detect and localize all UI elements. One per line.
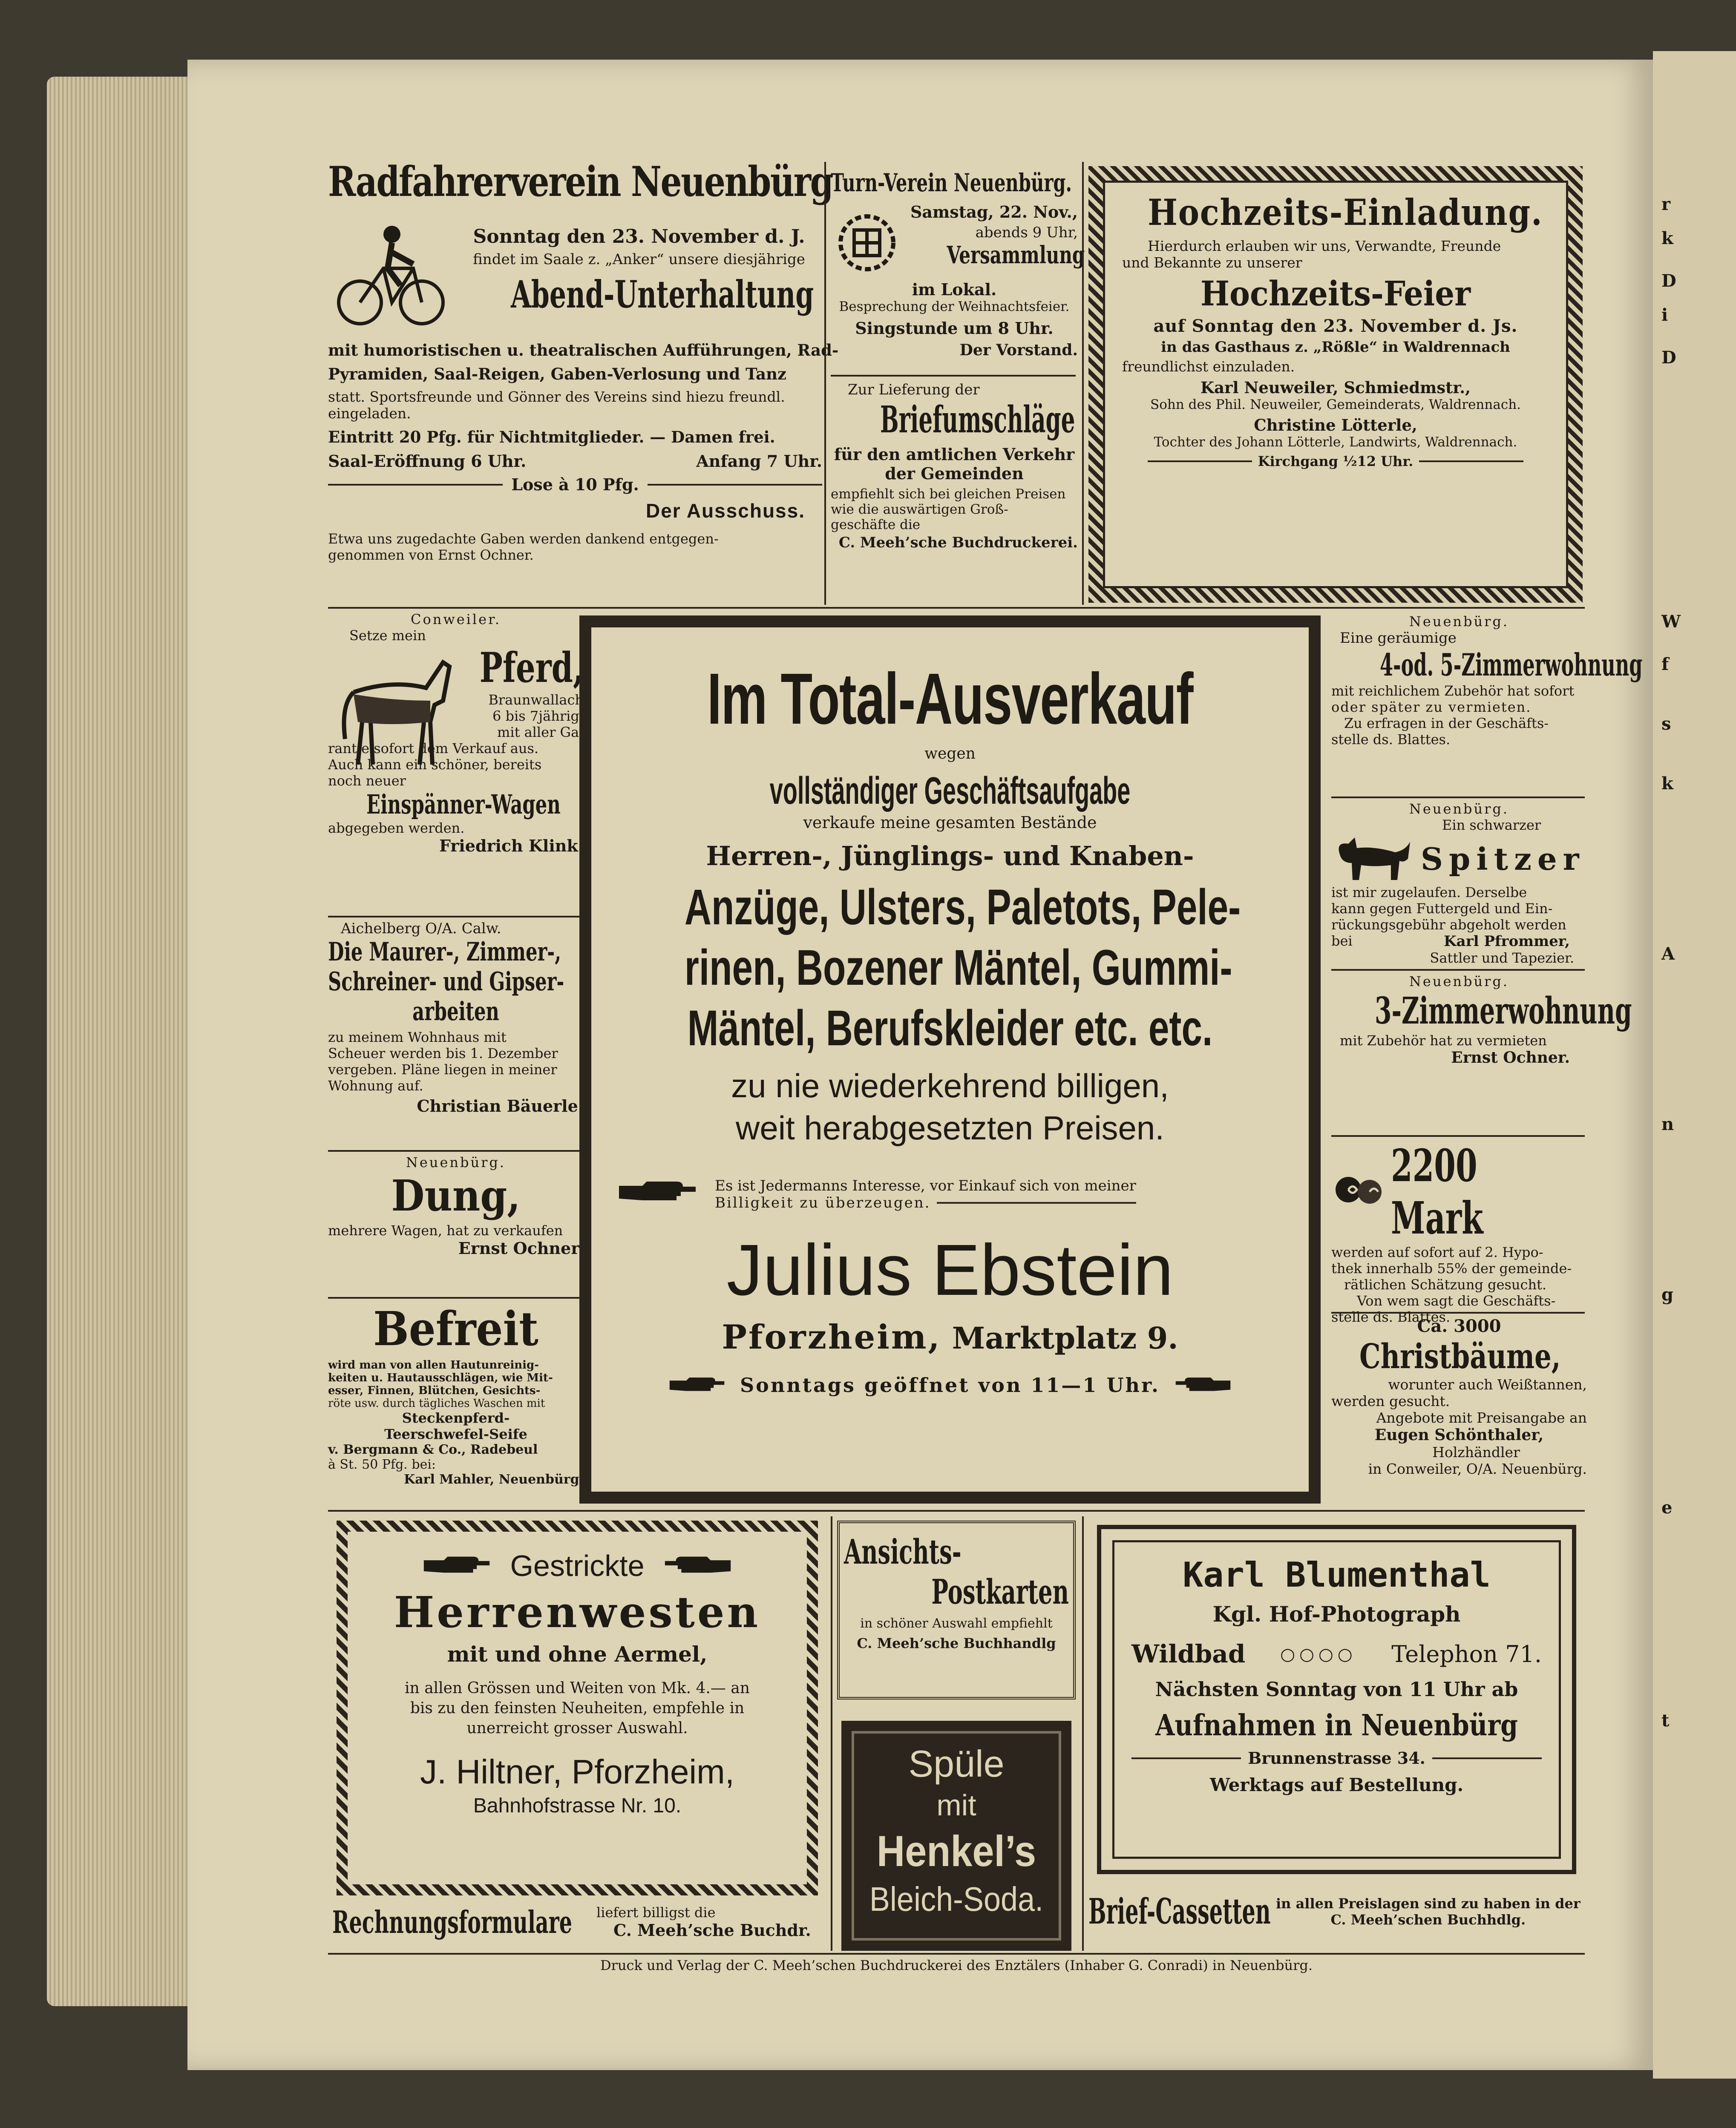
bicycle-icon bbox=[337, 221, 447, 328]
herrenwesten-l3: unerreicht grosser Auswahl. bbox=[466, 1720, 688, 1737]
briefumschlaege-sign: C. Meeh’sche Buchdruckerei. bbox=[838, 534, 1078, 551]
turnverein-time: abends 9 Uhr, bbox=[975, 224, 1078, 241]
ad-rechnungsformulare bbox=[332, 1904, 826, 1951]
rechnung-headline: Rechnungsformulare bbox=[332, 1904, 572, 1940]
wohnung45-l3: Zu erfragen in der Geschäfts- bbox=[1344, 715, 1549, 731]
wohnung3-place: Neuenbürg. bbox=[1409, 973, 1509, 989]
befreit-l5: Steckenpferd- bbox=[402, 1410, 510, 1426]
radfahrer-headline: Abend-Unterhaltung bbox=[511, 272, 814, 316]
ad-blumenthal bbox=[1097, 1525, 1576, 1874]
ausverkauf-sunday: Sonntags geöffnet von 11—1 Uhr. bbox=[740, 1374, 1160, 1397]
befreit-l6: Teerschwefel-Seife bbox=[384, 1426, 527, 1442]
column-rule bbox=[1082, 162, 1084, 605]
rechnung-l1: liefert billigst die bbox=[596, 1904, 716, 1921]
radfahrer-body3: statt. Sportsfreunde und Gönner des Vereins sind hiezu freundl. bbox=[328, 388, 785, 405]
spitzer-sign2: Sattler und Tapezier. bbox=[1430, 950, 1574, 966]
turnverein-topic: Besprechung der Weihnachtsfeier. bbox=[839, 299, 1070, 314]
befreit-l4: röte usw. durch tägliches Waschen mit bbox=[328, 1397, 545, 1410]
befreit-sign: Karl Mahler, Neuenbürg. bbox=[404, 1472, 584, 1487]
dung-place: Neuenbürg. bbox=[406, 1154, 506, 1170]
herrenwesten-l2: bis zu den feinsten Neuheiten, empfehle in bbox=[410, 1700, 745, 1717]
radfahrer-line1: Sonntag den 23. November d. J. bbox=[473, 226, 805, 247]
turner-emblem-icon bbox=[835, 207, 899, 279]
divider bbox=[328, 1150, 579, 1152]
christbaeume-l2: werden gesucht. bbox=[1331, 1393, 1450, 1409]
turnverein-title: Turn-Verein Neuenbürg. bbox=[831, 168, 1072, 197]
ad-brief-cassetten bbox=[1088, 1891, 1583, 1947]
ausverkauf-wegen: wegen bbox=[924, 745, 976, 762]
row-rule bbox=[328, 1510, 1585, 1512]
ad-spitzer bbox=[1331, 801, 1587, 971]
spitzer-l1: ist mir zugelaufen. Derselbe bbox=[1331, 884, 1527, 900]
dung-headline: Dung, bbox=[391, 1170, 521, 1221]
hochzeit-line1: Hierdurch erlauben wir uns, Verwandte, Freunde bbox=[1148, 238, 1501, 254]
rose-icon bbox=[1331, 1170, 1387, 1213]
dung-l1: mehrere Wagen, hat zu verkaufen bbox=[328, 1222, 563, 1239]
hochzeit-groom2: Sohn des Phil. Neuweiler, Gemeinderats, Waldrennach. bbox=[1150, 397, 1521, 412]
divider bbox=[1331, 1135, 1585, 1137]
row-rule bbox=[328, 607, 1585, 609]
christbaeume-sign2: Holzhändler bbox=[1432, 1444, 1520, 1461]
befreit-l7: v. Bergmann & Co., Radebeul bbox=[328, 1442, 538, 1457]
briefumschlaege-intro: Zur Lieferung der bbox=[848, 381, 980, 398]
rechnung-sign: C. Meeh’sche Buchdr. bbox=[613, 1921, 811, 1940]
pferd-place: Conweiler. bbox=[410, 611, 501, 627]
christbaeume-l1: worunter auch Weißtannen, bbox=[1388, 1376, 1587, 1393]
ad-turnverein bbox=[831, 168, 1085, 373]
briefcassetten-l1: in allen Preislagen sind zu haben in der bbox=[1276, 1895, 1581, 1912]
column-rule bbox=[831, 1516, 832, 1951]
pferd-l6: noch neuer bbox=[328, 773, 406, 789]
mark-l3: rätlichen Schätzung gesucht. bbox=[1344, 1277, 1547, 1293]
hochzeit-line4: in das Gasthaus z. „Rößle“ in Waldrennach bbox=[1161, 339, 1510, 356]
briefcassetten-headline: Brief-Cassetten bbox=[1088, 1891, 1271, 1932]
ausverkauf-line4: Mäntel, Berufskleider etc. etc. bbox=[687, 1000, 1213, 1056]
befreit-l8: à St. 50 Pfg. bei: bbox=[328, 1457, 436, 1472]
herrenwesten-top: Gestrickte bbox=[510, 1549, 645, 1582]
dung-sign: Ernst Ochner. bbox=[458, 1239, 584, 1258]
maurer-h3: arbeiten bbox=[412, 997, 499, 1027]
spitzer-place: Neuenbürg. bbox=[1409, 801, 1509, 817]
befreit-l1: wird man von allen Hautunreinig- bbox=[328, 1359, 539, 1372]
ausverkauf-note1: Es ist Jedermanns Interesse, vor Einkauf sich von meiner bbox=[715, 1177, 1136, 1194]
spitzer-l3: rückungsgebühr abgeholt werden bbox=[1331, 917, 1566, 933]
pferd-headline2: Einspänner-Wagen bbox=[366, 789, 561, 820]
turnverein-singing: Singstunde um 8 Uhr. bbox=[855, 319, 1054, 338]
radfahrer-lose: Lose à 10 Pfg. bbox=[511, 475, 639, 494]
wohnung45-place: Neuenbürg. bbox=[1409, 613, 1509, 630]
maurer-l3: vergeben. Pläne liegen in meiner bbox=[328, 1061, 557, 1078]
befreit-headline: Befreit bbox=[373, 1301, 538, 1356]
postkarten-h2: Postkarten bbox=[931, 1572, 1069, 1612]
pointing-hand-icon bbox=[1171, 1375, 1235, 1396]
radfahrer-open: Saal-Eröffnung 6 Uhr. bbox=[328, 451, 527, 471]
ausverkauf-line2: Anzüge, Ulsters, Paletots, Pele- bbox=[684, 879, 1241, 935]
spitzer-headline: Spitzer bbox=[1421, 840, 1585, 877]
maurer-l2: Scheuer werden bis 1. Dezember bbox=[328, 1045, 558, 1061]
herrenwesten-l1: in allen Grössen und Weiten von Mk. 4.— an bbox=[405, 1679, 750, 1697]
herrenwesten-address: Bahnhofstrasse Nr. 10. bbox=[473, 1794, 682, 1817]
radfahrer-note1: Etwa uns zugedachte Gaben werden dankend entgegen- bbox=[328, 531, 719, 547]
spitzer-l2: kann gegen Futtergeld und Ein- bbox=[1331, 900, 1553, 917]
blumenthal-l2: Werktags auf Bestellung. bbox=[1209, 1774, 1464, 1795]
ausverkauf-city: Pforzheim, bbox=[722, 1318, 941, 1357]
divider bbox=[328, 916, 579, 917]
dog-icon bbox=[1331, 833, 1412, 884]
blumenthal-title: Kgl. Hof-Photograph bbox=[1212, 1602, 1461, 1627]
turnverein-sign: Der Vorstand. bbox=[959, 341, 1078, 359]
hochzeit-church: Kirchgang ½12 Uhr. bbox=[1258, 453, 1414, 469]
ad-befreit bbox=[328, 1301, 584, 1506]
mark-l5: stelle ds. Blattes. bbox=[1331, 1309, 1451, 1325]
befreit-l3: esser, Finnen, Blütchen, Gesichts- bbox=[328, 1384, 541, 1397]
ausverkauf-line6: weit herabgesetzten Preisen. bbox=[736, 1109, 1164, 1147]
blumenthal-l1: Nächsten Sonntag von 11 Uhr ab bbox=[1155, 1678, 1518, 1701]
maurer-l4: Wohnung auf. bbox=[328, 1078, 423, 1094]
henkel-l3: Henkel’s bbox=[876, 1827, 1036, 1875]
postkarten-sign: C. Meeh’sche Buchhandlg bbox=[857, 1635, 1056, 1651]
column-rule bbox=[824, 162, 826, 605]
christbaeume-headline: Christbäume, bbox=[1359, 1336, 1561, 1376]
divider bbox=[831, 375, 1076, 377]
pferd-l3: mit aller Ga- bbox=[497, 724, 584, 740]
briefumschlaege-line3: empfiehlt sich bei gleichen Preisen bbox=[831, 486, 1066, 502]
pferd-sign: Friedrich Klink. bbox=[439, 836, 584, 855]
hochzeit-line2: und Bekannte zu unserer bbox=[1122, 254, 1302, 271]
ad-radfahrerverein bbox=[328, 158, 839, 605]
herrenwesten-headline: Herrenwesten bbox=[394, 1587, 761, 1637]
radfahrer-body2: Pyramiden, Saal-Reigen, Gaben-Verlosung und Tanz bbox=[328, 365, 787, 383]
radfahrer-title: Radfahrerverein Neuenbürg bbox=[328, 158, 833, 206]
maurer-sign: Christian Bäuerle. bbox=[417, 1096, 584, 1116]
pointing-hand-icon bbox=[420, 1553, 493, 1579]
wohnung45-intro: Eine geräumige bbox=[1340, 630, 1457, 647]
ad-christbaeume bbox=[1331, 1316, 1587, 1504]
christbaeume-sign3: in Conweiler, O/A. Neuenbürg. bbox=[1368, 1461, 1587, 1477]
radfahrer-line2: findet im Saale z. „Anker“ unsere diesjährige bbox=[473, 251, 805, 268]
blumenthal-city: Wildbad bbox=[1131, 1639, 1246, 1668]
hochzeit-bride: Christine Lötterle, bbox=[1254, 416, 1417, 434]
ad-hochzeit bbox=[1088, 166, 1583, 603]
divider bbox=[1331, 1312, 1585, 1314]
postkarten-l1: in schöner Auswahl empfiehlt bbox=[860, 1616, 1053, 1631]
mark-l1: werden auf sofort auf 2. Hypo- bbox=[1331, 1244, 1543, 1260]
radfahrer-body4: eingeladen. bbox=[328, 405, 411, 422]
christbaeume-sign: Eugen Schönthaler, bbox=[1374, 1426, 1544, 1444]
pferd-l4: rantie sofort dem Verkauf aus. bbox=[328, 740, 539, 756]
blumenthal-name: Karl Blumenthal bbox=[1183, 1555, 1491, 1595]
befreit-l2: keiten u. Hautausschlägen, wie Mit- bbox=[328, 1372, 553, 1384]
ad-dung bbox=[328, 1154, 584, 1291]
hochzeit-groom: Karl Neuweiler, Schmiedmstr., bbox=[1200, 378, 1471, 397]
pointing-hand-icon bbox=[662, 1553, 734, 1579]
mark-l4: Von wem sagt die Geschäfts- bbox=[1357, 1293, 1556, 1309]
turnverein-headline: Versammlung bbox=[947, 241, 1085, 269]
henkel-l2: mit bbox=[936, 1789, 976, 1822]
mark-headline: 2200 Mark bbox=[1391, 1139, 1483, 1244]
ausverkauf-name: Julius Ebstein bbox=[726, 1230, 1174, 1311]
maurer-h2: Schreiner- und Gipser- bbox=[328, 967, 564, 997]
herrenwesten-name: J. Hiltner, Pforzheim, bbox=[420, 1753, 734, 1791]
pferd-l7: abgegeben werden. bbox=[328, 820, 465, 836]
briefumschlaege-line5: geschäfte die bbox=[831, 517, 921, 532]
briefumschlaege-line1: für den amtlichen Verkehr bbox=[834, 445, 1075, 464]
spitzer-l4: bei bbox=[1331, 933, 1353, 949]
divider bbox=[1331, 797, 1585, 798]
maurer-h1: Die Maurer-, Zimmer-, bbox=[328, 937, 561, 967]
henkel-l1: Spüle bbox=[908, 1743, 1005, 1785]
radfahrer-start: Anfang 7 Uhr. bbox=[696, 451, 822, 471]
wohnung45-l2: oder später zu vermieten. bbox=[1331, 699, 1532, 715]
hochzeit-title: Hochzeits-Einladung. bbox=[1148, 191, 1543, 233]
briefcassetten-sign: C. Meeh’schen Buchhdlg. bbox=[1330, 1912, 1526, 1928]
ad-total-ausverkauf bbox=[579, 615, 1321, 1504]
wohnung45-l1: mit reichlichem Zubehör hat sofort bbox=[1331, 683, 1575, 699]
ad-2200-mark bbox=[1331, 1139, 1587, 1325]
next-page-edge: r k D i D W f s k A n g e t bbox=[1653, 51, 1736, 2079]
pferd-intro: Setze mein bbox=[349, 627, 426, 644]
ausverkauf-reason: vollständiger Geschäftsaufgabe bbox=[769, 770, 1131, 812]
ad-pferd bbox=[328, 611, 584, 909]
wohnung3-l1: mit Zubehör hat zu vermieten bbox=[1340, 1032, 1547, 1049]
blumenthal-phone: Telephon 71. bbox=[1391, 1640, 1542, 1668]
pointing-hand-icon bbox=[617, 1177, 698, 1207]
ad-wohnung-3 bbox=[1331, 973, 1632, 1135]
henkel-l4: Bleich-Soda. bbox=[869, 1880, 1044, 1918]
ausverkauf-line1: Herren-, Jünglings- und Knaben- bbox=[706, 840, 1194, 871]
footer-rule bbox=[328, 1953, 1585, 1955]
ad-briefumschlaege bbox=[831, 381, 1078, 603]
mark-l2: thek innerhalb 55% der gemeinde- bbox=[1331, 1260, 1572, 1277]
ausverkauf-line5: zu nie wiederkehrend billigen, bbox=[731, 1067, 1169, 1104]
ausverkauf-sub: verkaufe meine gesamten Bestände bbox=[803, 813, 1097, 832]
column-rule bbox=[1082, 1516, 1084, 1951]
ausverkauf-headline: Im Total-Ausverkauf bbox=[707, 659, 1193, 739]
radfahrer-sign: Der Ausschuss. bbox=[646, 500, 805, 522]
ausverkauf-note2: Billigkeit zu überzeugen. bbox=[715, 1194, 931, 1211]
ad-maurer bbox=[328, 920, 584, 1159]
ad-herrenwesten bbox=[337, 1521, 818, 1895]
turnverein-place: im Lokal. bbox=[912, 280, 997, 299]
radfahrer-note2: genommen von Ernst Ochner. bbox=[328, 547, 534, 563]
blumenthal-address: Brunnenstrasse 34. bbox=[1248, 1748, 1425, 1768]
radfahrer-body1: mit humoristischen u. theatralischen Aufführungen, Rad- bbox=[328, 341, 839, 359]
wohnung45-headline: 4-od. 5-Zimmerwohnung bbox=[1380, 647, 1643, 683]
hochzeit-bride2: Tochter des Johann Lötterle, Landwirts, Waldrennach. bbox=[1154, 434, 1517, 450]
maurer-place: Aichelberg O/A. Calw. bbox=[341, 920, 501, 937]
blumenthal-dots: ○○○○ bbox=[1280, 1644, 1357, 1664]
hochzeit-headline: Hochzeits-Feier bbox=[1200, 273, 1471, 313]
spitzer-intro: Ein schwarzer bbox=[1442, 817, 1541, 833]
herrenwesten-sub: mit und ohne Aermel, bbox=[447, 1642, 708, 1667]
ad-ansichtspostkarten bbox=[837, 1521, 1076, 1700]
book-edge bbox=[47, 77, 209, 2006]
wohnung3-sign: Ernst Ochner. bbox=[1451, 1049, 1570, 1067]
radfahrer-entry: Eintritt 20 Pfg. für Nichtmitglieder. — Damen frei. bbox=[328, 428, 775, 446]
pferd-l2: 6 bis 7jährig, bbox=[492, 708, 584, 724]
pferd-l1: Braunwallach bbox=[488, 692, 584, 708]
pferd-headline: Pferd, bbox=[479, 644, 584, 692]
ad-henkel bbox=[841, 1721, 1071, 1951]
christbaeume-l3: Angebote mit Preisangabe an bbox=[1376, 1409, 1587, 1426]
briefumschlaege-headline: Briefumschläge bbox=[880, 398, 1075, 441]
ausverkauf-address: Marktplatz 9. bbox=[952, 1320, 1178, 1356]
pferd-l5: Auch kann ein schöner, bereits bbox=[328, 756, 542, 773]
spitzer-sign: Karl Pfrommer, bbox=[1444, 933, 1570, 950]
ad-wohnung-4-5 bbox=[1331, 613, 1643, 797]
divider bbox=[1331, 969, 1585, 971]
blumenthal-headline: Aufnahmen in Neuenbürg bbox=[1155, 1708, 1518, 1743]
ausverkauf-line3: rinen, Bozener Mäntel, Gummi- bbox=[684, 940, 1232, 996]
footer-imprint: Druck und Verlag der C. Meeh’schen Buchdruckerei des Enztälers (Inhaber G. Conradi) in Neuenbürg. bbox=[600, 1957, 1313, 1973]
wohnung45-l4: stelle ds. Blattes. bbox=[1331, 731, 1451, 748]
maurer-l1: zu meinem Wohnhaus mit bbox=[328, 1029, 507, 1045]
pointing-hand-icon bbox=[665, 1375, 729, 1396]
christbaeume-intro: Ca. 3000 bbox=[1417, 1316, 1501, 1336]
divider bbox=[328, 1297, 579, 1299]
postkarten-h1: Ansichts- bbox=[844, 1532, 962, 1572]
hochzeit-line5: freundlichst einzuladen. bbox=[1122, 358, 1295, 375]
briefumschlaege-line4: wie die auswärtigen Groß- bbox=[831, 502, 1008, 517]
briefumschlaege-line2: der Gemeinden bbox=[885, 464, 1024, 483]
hochzeit-line3: auf Sonntag den 23. November d. Js. bbox=[1153, 316, 1518, 336]
wohnung3-headline: 3-Zimmerwohnung bbox=[1375, 989, 1632, 1032]
turnverein-date: Samstag, 22. Nov., bbox=[910, 202, 1078, 221]
